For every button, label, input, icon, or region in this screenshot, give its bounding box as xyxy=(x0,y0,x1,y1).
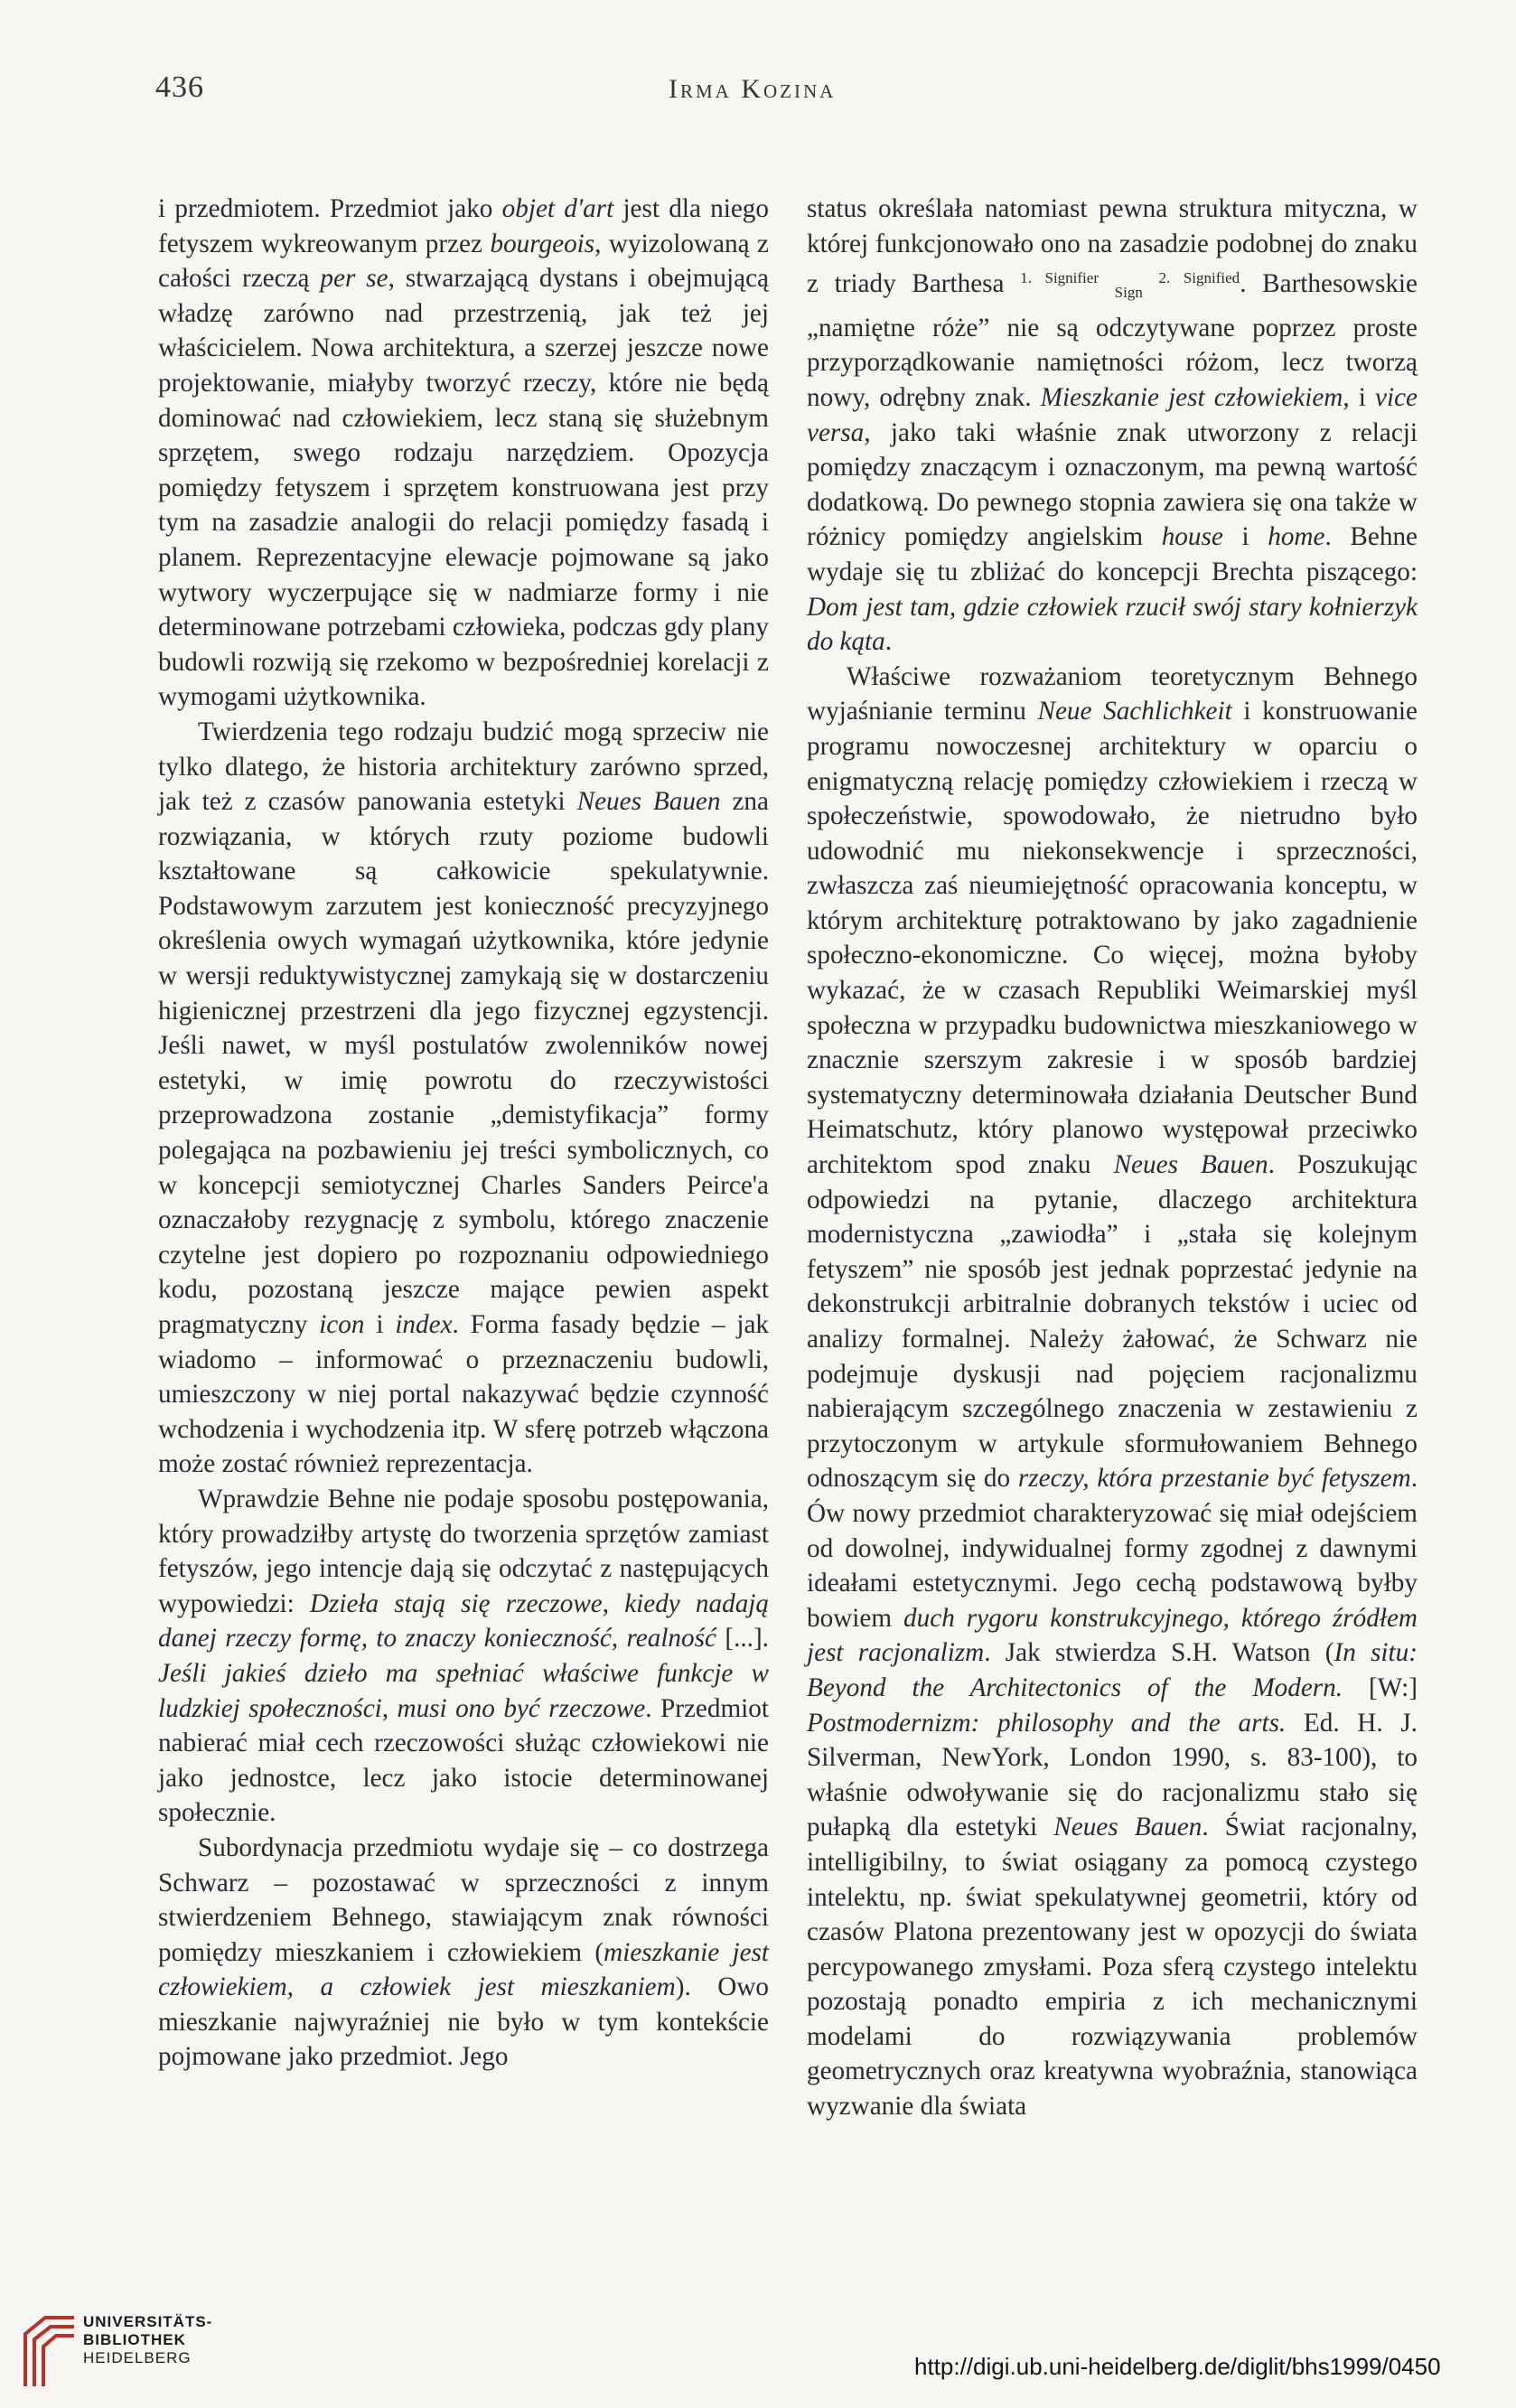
library-line-1: UNIVERSITÄTS- xyxy=(83,2313,213,2330)
signified-superscript: 2. Signified xyxy=(1158,269,1240,287)
left-paragraph-3: Wprawdzie Behne nie podaje sposobu postępowania, który prowadziłby artystę do tworzenia sprzętów zamiast fetyszów, jego intencje dają się odczytać z następujących wypowiedzi: Dzieła stają się rzeczowe, kiedy nadają danej rzeczy formę, to znaczy konieczność, realność [...]. Jeśli jakieś dzieło ma spełniać właściwe funkcje w ludzkiej społeczności, musi ono być rzeczowe. Przedmiot nabierać miał cech rzeczowości służąc człowiekowi nie jako jednostce, lecz jako istocie determinowanej społecznie. xyxy=(158,1484,769,1828)
library-name xyxy=(83,2313,212,2367)
library-line-2: BIBLIOTHEK xyxy=(83,2331,186,2348)
left-paragraph-2: Twierdzenia tego rodzaju budzić mogą sprzeciw nie tylko dlatego, że historia architektury zarówno sprzed, jak też z czasów panowania estetyki Neues Bauen zna rozwiązania, w których rzuty poziome budowli kształtowane są całkowicie spekulatywnie. Podstawowym zarzutem jest konieczność precyzyjnego określenia owych wymagań użytkownika, które jedynie w wersji reduktywistycznej zamykają się w dostarczeniu higienicznej przestrzeni dla jego fizycznej egzystencji. Jeśli nawet, w myśl postulatów zwolenników nowej estetyki, w imię powrotu do rzeczywistości przeprowadzona zostanie „demistyfikacja” formy polegająca na pozbawieniu jej treści symbolicznych, co w koncepcji semiotycznej Charles Sanders Peirce'a oznaczałoby rezygnację z symbolu, którego znaczenie czytelne jest dopiero po rozpoznaniu odpowiedniego kodu, pozostaną jeszcze mające pewien aspekt pragmatyczny icon i index. Forma fasady będzie – jak wiadomo – informować o przeznaczeniu budowli, umieszczony w niej portal nakazywać będzie czynność wchodzenia i wychodzenia itp. W sferę potrzeb włączona może zostać również reprezentacja. xyxy=(158,717,770,1479)
right-paragraph-2: Właściwe rozważaniom teoretycznym Behnego wyjaśnianie terminu Neue Sachlichkeit i konstruowanie programu nowoczesnej architektury w oparciu o enigmatyczną relację pomiędzy człowiekiem i rzeczą w społeczeństwie, spowodowało, że nietrudno było udowodnić mu niekonsekwencje i sprzeczności, zwłaszcza zaś nieumiejętność opracowania konceptu, w którym architekturę potraktowano by jako zagadnienie społeczno-ekonomiczne. Co więcej, można byłoby wykazać, że w czasach Republiki Weimarskiej myśl społeczna w przypadku budownictwa mieszkaniowego w znacznie szerszym zakresie i w sposób bardziej systematyczny determinowała działania Deutscher Bund Heimatschutz, który planowo występował przeciwko architektom spod znaku Neues Bauen. Poszukując odpowiedzi na pytanie, dlaczego architektura modernistyczna „zawiodła” i „stała się kolejnym fetyszem” nie sposób jest jednak poprzestać jedynie na dekonstrukcji arbitralnie dobranych tekstów i uciec od analizy formalnej. Należy żałować, że Schwarz nie podejmuje dyskusji nad pojęciem racjonalizmu nabierającym szczególnego znaczenia w zestawieniu z przytoczonym w artykule sformułowaniem Behnego odnoszącym się do rzeczy, która przestanie być fetyszem. Ów nowy przedmiot charakteryzować się miał odejściem od dowolnej, indywidualnej formy zgodnej z dawnymi ideałami estetycznymi. Jego cechą podstawową byłby bowiem duch rygoru konstrukcyjnego, którego źródłem jest racjonalizm. Jak stwierdza S.H. Watson (In situ: Beyond the Architectonics of the Modern. [W:] Postmodernizm: philosophy and the arts. Ed. H. J. Silverman, NewYork, London 1990, s. 83-100), to właśnie odwoływanie się do racjonalizmu stało się pułapką dla estetyki Neues Bauen. Świat racjonalny, intelligibilny, to świat osiągany za pomocą czystego intelektu, np. świat spekulatywnej geometrii, który od czasów Platona prezentowany jest w opozycji do świata percypowanego zmysłami. Poza sferą czystego intelektu pozostają ponadto empiria z ich mechanicznymi modelami do rozwiązywania problemów geometrycznych oraz kreatywna wyobraźnia, stanowiąca wyzwanie dla świata xyxy=(807,661,1418,2122)
right-column xyxy=(807,192,1418,2124)
right-paragraph-1: status określała natomiast pewna struktura mityczna, w której funkcjonowało ono na zasadzie podobnej do znaku z triady Barthesa $^{1. Signifier}$ $_{Sign}$ $^{2. Signified}$. Barthesowskie „namiętne róże” nie są odczytywane poprzez proste przyporządkowanie namiętności różom, lecz tworzą nowy, odrębny znak. Mieszkanie jest człowiekiem, i vice versa, jako taki właśnie znak utworzony z relacji pomiędzy znaczącym i oznaczonym, ma pewną wartość dodatkową. Do pewnego stopnia zawiera się ona także w różnicy pomiędzy angielskim house i home. Behne wydaje się tu zbliżać do koncepcji Brechta piszącego: Dom jest tam, gdzie człowiek rzucił swój stary kołnierzyk do kąta. xyxy=(807,194,1418,657)
signifier-superscript: 1. Signifier xyxy=(1020,269,1099,287)
left-paragraph-1: i przedmiotem. Przedmiot jako objet d'art jest dla niego fetyszem wykreowanym przez bourgeois, wyizolowaną z całości rzeczą per se, stwarzającą dystans i obejmującą władzę zarówno nad przestrzenią, jak też jej właścicielem. Nowa architektura, a szerzej jeszcze nowe projektowanie, miałyby tworzyć rzeczy, które nie będą dominować nad człowiekiem, lecz staną się służebnym sprzętem, swego rodzaju narzędziem. Opozycja pomiędzy fetyszem i sprzętem konstruowana jest przy tym na zasadzie analogii do relacji pomiędzy fasadą i planem. Reprezentacyjne elewacje pojmowane są jako wytwory wyczerpujące się w nadmiarze formy i nie determinowane potrzebami człowieka, podczas gdy plany budowli rozwiją się rzekomo w bezpośredniej korelacji z wymogami użytkownika. xyxy=(158,194,769,712)
library-line-3: HEIDELBERG xyxy=(83,2349,192,2366)
left-column xyxy=(158,192,769,2075)
page-number: 436 xyxy=(155,70,204,104)
source-url[interactable]: http://digi.ub.uni-heidelberg.de/diglit/bhs1999/0450 xyxy=(914,2353,1441,2380)
left-paragraph-4: Subordynacja przedmiotu wydaje się – co dostrzega Schwarz – pozostawać w sprzeczności z innym stwierdzeniem Behnego, stawiającym znak równości pomiędzy mieszkaniem i człowiekiem (mieszkanie jest człowiekiem, a człowiek jest mieszkaniem). Owo mieszkanie najwyraźniej nie było w tym kontekście pojmowane jako przedmiot. Jego xyxy=(158,1832,769,2072)
sign-subscript: Sign xyxy=(1114,284,1143,302)
running-head: Irma Kozina xyxy=(669,74,837,104)
library-logo-icon xyxy=(18,2307,81,2390)
